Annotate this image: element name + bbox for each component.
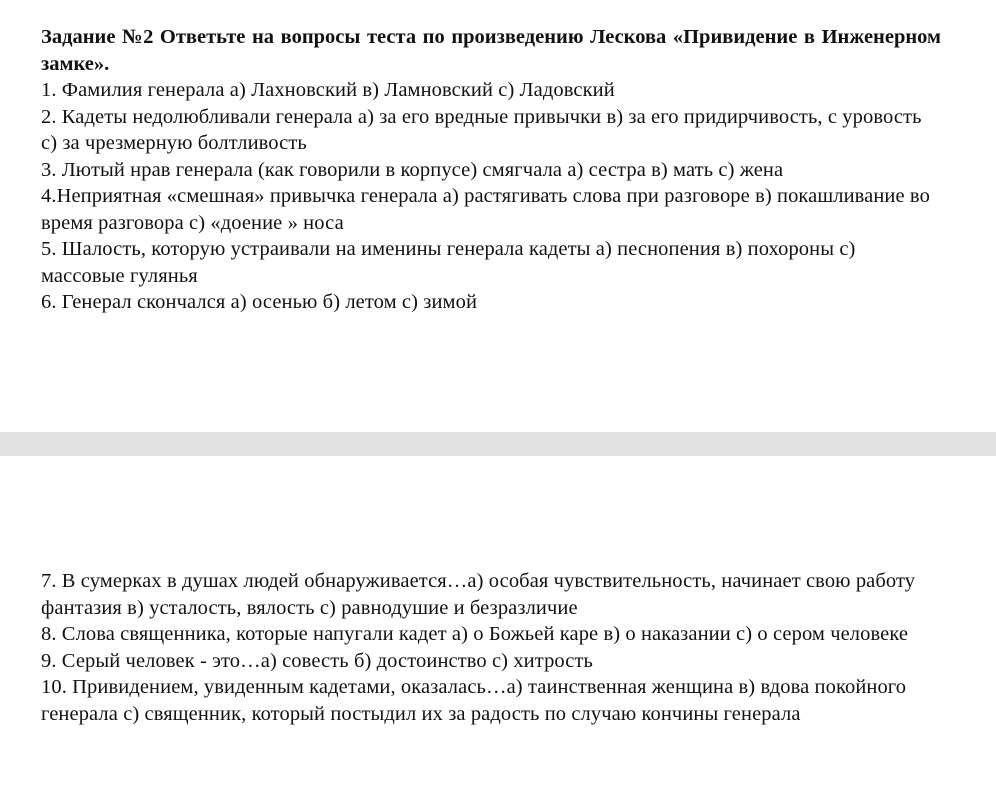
document-page-2 <box>0 456 996 794</box>
question-5: 5. Шалость, которую устраивали на именины генерала кадеты а) песнопения в) похороны с) массовые гулянья <box>41 238 856 287</box>
question-6: 6. Генерал скончался а) осенью б) летом с) зимой <box>41 291 478 313</box>
question-4: 4.Неприятная «смешная» привычка генерала а) растягивать слова при разговоре в) покашливание во время разговора с) «доение » носа <box>41 185 930 234</box>
question-7: 7. В сумерках в душах людей обнаруживается…а) особая чувствительность, начинает свою работу фантазия в) усталость, вялость с) равнодушие и безразличие <box>41 570 916 619</box>
page-2-content <box>41 568 941 727</box>
task-heading: Задание №2 Ответьте на вопросы теста по произведению Лескова «Привидение в Инженерном замке». <box>41 26 941 75</box>
question-9: 9. Серый человек - это…а) совесть б) достоинство с) хитрость <box>41 649 593 672</box>
question-8: 8. Слова священника, которые напугали кадет а) о Божьей каре в) о наказании с) о сером человеке <box>41 623 909 645</box>
question-2: 2. Кадеты недолюбливали генерала а) за его вредные привычки в) за его придирчивость, с уровость с) за чрезмерную болтливость <box>41 105 922 154</box>
question-10: 10. Привидением, увиденным кадетами, оказалась…а) таинственная женщина в) вдова покойного генерала с) священник, который постыдил их за радость по случаю кончины генерала <box>41 676 907 725</box>
question-1: 1. Фамилия генерала а) Лахновский в) Ламновский с) Ладовский <box>41 79 615 101</box>
question-3: 3. Лютый нрав генерала (как говорили в корпусе) смягчала а) сестра в) мать с) жена <box>41 158 784 181</box>
page-separator <box>0 432 996 456</box>
page-1-content <box>41 24 941 316</box>
